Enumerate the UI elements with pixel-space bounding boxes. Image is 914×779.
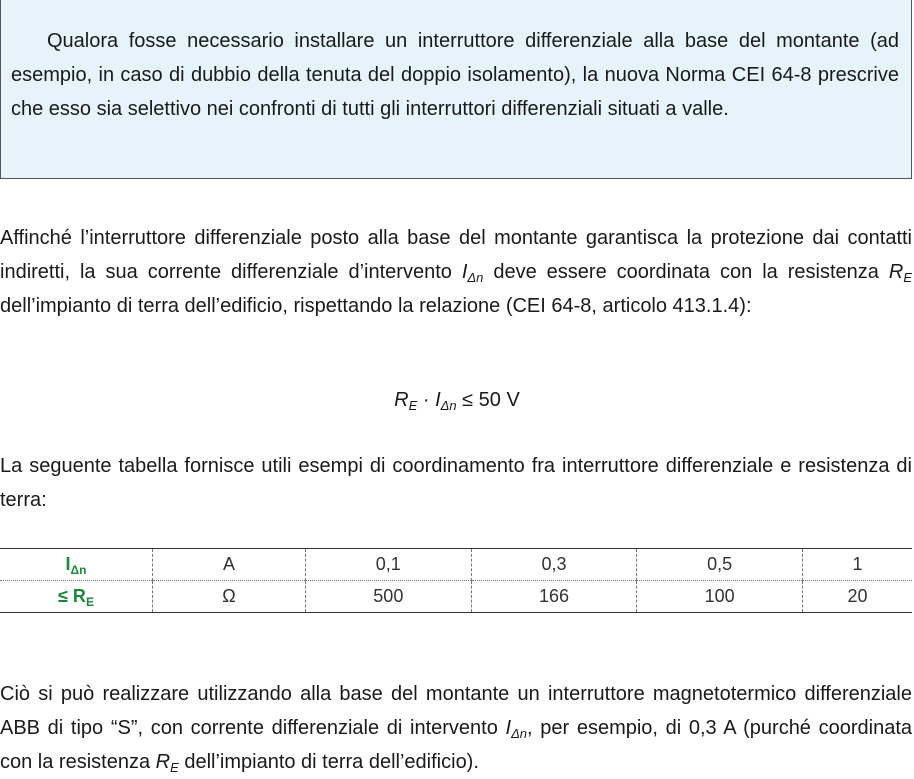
value-cell: 100: [637, 581, 803, 613]
symbol-i: I: [461, 261, 468, 283]
subscript-e: E: [903, 270, 912, 285]
symbol-r: R: [155, 751, 171, 773]
value-cell: 1: [802, 549, 912, 581]
subscript-delta-n: Δn: [511, 726, 528, 741]
value-cell: 166: [471, 581, 637, 613]
value-cell: 500: [306, 581, 472, 613]
symbol-i: I: [505, 717, 512, 739]
value-cell: 20: [802, 581, 912, 613]
formula-r-sub: E: [408, 398, 418, 413]
paragraph-coordination: [0, 221, 912, 323]
coordination-table: [0, 548, 912, 613]
row-label: $I_{\Delta n}$: [0, 549, 153, 581]
subscript-e: E: [170, 760, 179, 775]
paragraph-text: Affinché l’interruttore differenziale posto alla base del montante garantisca la protezione dai contatti indiretti, la sua corrente differenziale d’intervento: [0, 227, 912, 283]
value-cell: 0,5: [637, 549, 803, 581]
paragraph-text: Ciò si può realizzare utilizzando alla base del montante un interruttore magnetotermico differenziale ABB di tipo “S”, con corrente differenziale di intervento: [0, 683, 912, 739]
note-text: Qualora fosse necessario installare un interruttore differenziale alla base del montante (ad esempio, in caso di dubbio della tenuta del doppio isolamento), la nuova Norma CEI 64-8 prescrive che esso sia selettivo nei confronti di tutti gli interruttori differenziali situati a valle.: [11, 30, 899, 120]
value-cell: 0,3: [471, 549, 637, 581]
paragraph-text: dell’impianto di terra dell’edificio).: [178, 751, 479, 773]
symbol-r: R: [888, 261, 904, 283]
paragraph-table-intro: La seguente tabella fornisce utili esempi di coordinamento fra interruttore differenziale e resistenza di terra:: [0, 455, 912, 511]
formula-limit: ≤ 50 V: [456, 389, 520, 411]
formula-i-sub: Δn: [440, 398, 457, 413]
row-label: ≤ $R_E$: [58, 586, 94, 609]
paragraph-text: deve essere coordinata con la resistenza: [483, 261, 889, 283]
table-row: [0, 549, 912, 581]
subscript-delta-n: Δn: [467, 270, 484, 285]
formula-r: R: [394, 389, 409, 411]
unit-cell: A: [153, 549, 306, 581]
paragraph-abb-example: [0, 677, 912, 779]
paragraph-text: dell’impianto di terra dell’edificio, rispettando la relazione (CEI 64-8, articolo 413.1.4):: [0, 295, 752, 317]
value-cell: 0,1: [306, 549, 472, 581]
formula: [0, 385, 914, 415]
table-row: [0, 581, 912, 613]
unit-cell: Ω: [153, 581, 306, 613]
paragraph-text: , per esempio, di 0,3 A (purché coordinata con la resistenza: [0, 717, 912, 773]
note-box: [0, 0, 912, 179]
formula-dot: ·: [417, 389, 436, 411]
formula-i: I: [435, 389, 441, 411]
